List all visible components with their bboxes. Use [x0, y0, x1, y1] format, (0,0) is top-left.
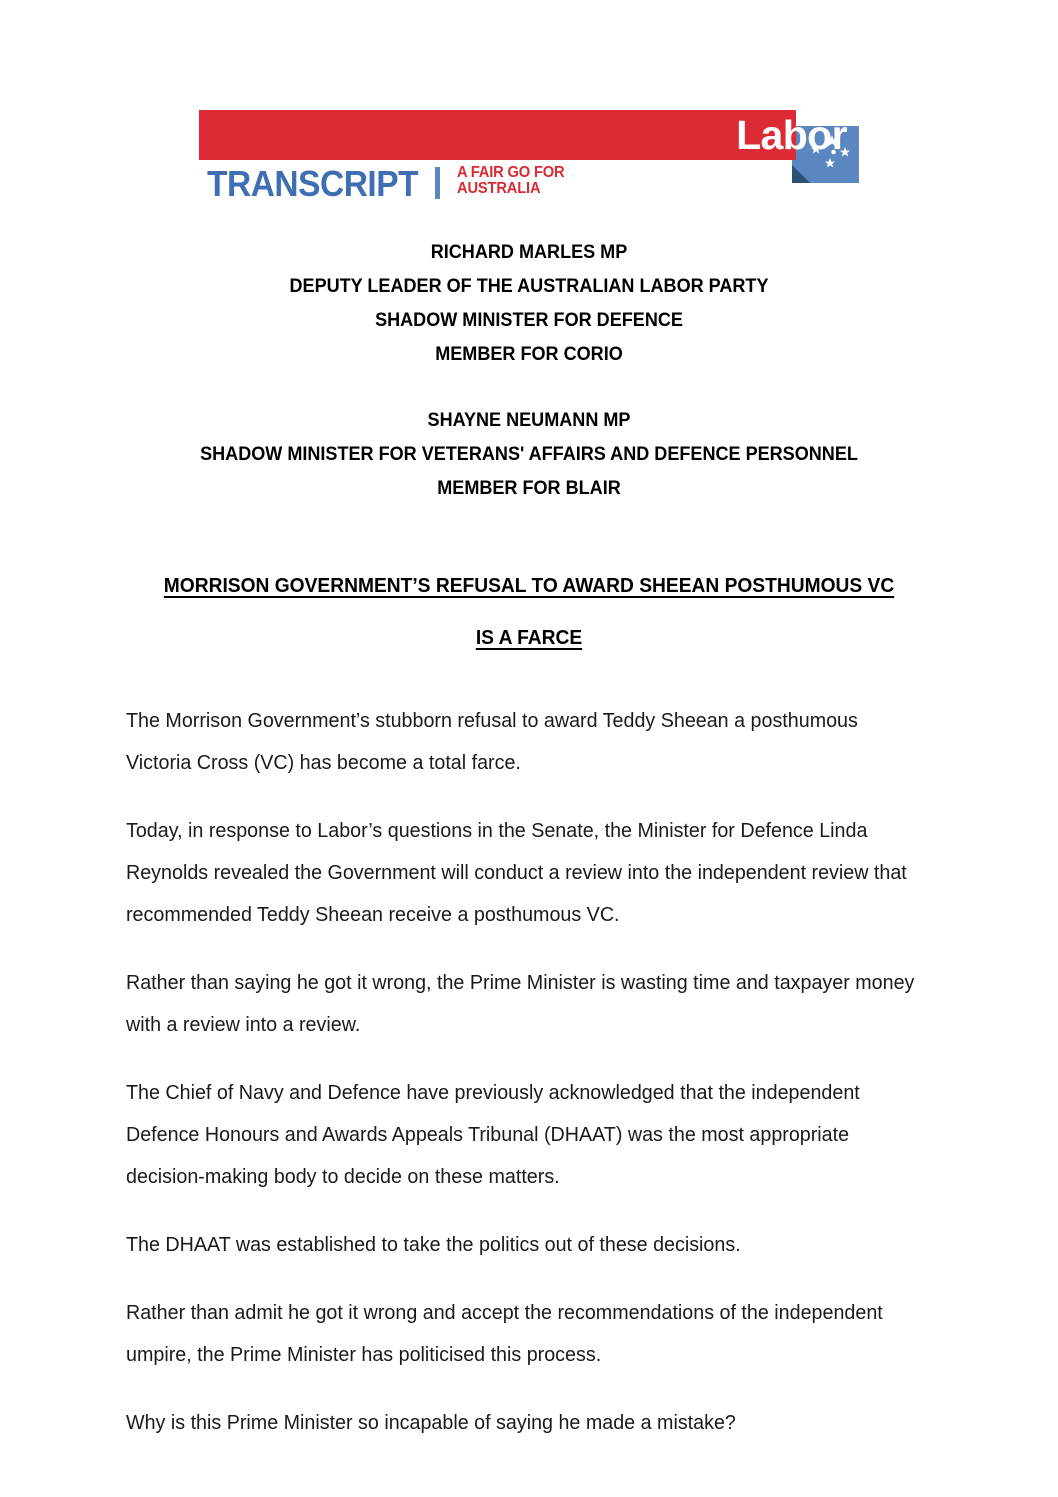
- headline-line-2: IS A FARCE: [475, 627, 583, 649]
- spokesperson-role: DEPUTY LEADER OF THE AUSTRALIAN LABOR PARTY: [289, 276, 769, 297]
- body-copy: [126, 700, 938, 1470]
- spokesperson-block-marles: [0, 236, 1058, 372]
- body-paragraph: Rather than admit he got it wrong and accept the recommendations of the independent umpire, the Prime Minister has politicised this process.: [126, 1302, 883, 1366]
- spokesperson-block-neumann: [0, 404, 1058, 506]
- body-paragraph: Why is this Prime Minister so incapable of saying he made a mistake?: [126, 1412, 736, 1434]
- body-paragraph: The DHAAT was established to take the politics out of these decisions.: [126, 1234, 741, 1256]
- body-paragraph: Today, in response to Labor’s questions in the Senate, the Minister for Defence Linda Reynolds revealed the Government will conduct a review into the independent review that recommended Teddy Sheean receive a posthumous VC.: [126, 820, 907, 926]
- spokesperson-electorate: MEMBER FOR CORIO: [435, 344, 623, 365]
- wordmark-divider: [435, 167, 440, 199]
- red-banner-bar: [199, 110, 796, 160]
- spokesperson-name: RICHARD MARLES MP: [430, 242, 628, 263]
- spokesperson-name: SHAYNE NEUMANN MP: [427, 410, 631, 431]
- tagline: [457, 165, 564, 197]
- body-paragraph: Rather than saying he got it wrong, the Prime Minister is wasting time and taxpayer money with a review into a review.: [126, 972, 915, 1036]
- page-title: [0, 574, 1058, 650]
- spokesperson-role: SHADOW MINISTER FOR VETERANS' AFFAIRS AND DEFENCE PERSONNEL: [200, 444, 858, 465]
- spokesperson-role: SHADOW MINISTER FOR DEFENCE: [375, 310, 683, 331]
- tagline-line-2: AUSTRALIA: [457, 180, 541, 197]
- letterhead: [199, 110, 859, 205]
- spokesperson-electorate: MEMBER FOR BLAIR: [437, 478, 621, 499]
- transcript-label: TRANSCRIPT: [207, 163, 419, 204]
- body-paragraph: The Morrison Government’s stubborn refusal to award Teddy Sheean a posthumous Victoria Cross (VC) has become a total farce.: [126, 710, 858, 774]
- tagline-line-1: A FAIR GO FOR: [457, 164, 565, 181]
- labor-wordmark: Labor: [736, 112, 847, 158]
- body-paragraph: The Chief of Navy and Defence have previously acknowledged that the independent Defence Honours and Awards Appeals Tribunal (DHAAT) was the most appropriate decision-making body to decide on these matters.: [126, 1082, 860, 1188]
- headline-line-1: MORRISON GOVERNMENT’S REFUSAL TO AWARD SHEEAN POSTHUMOUS VC: [163, 575, 895, 597]
